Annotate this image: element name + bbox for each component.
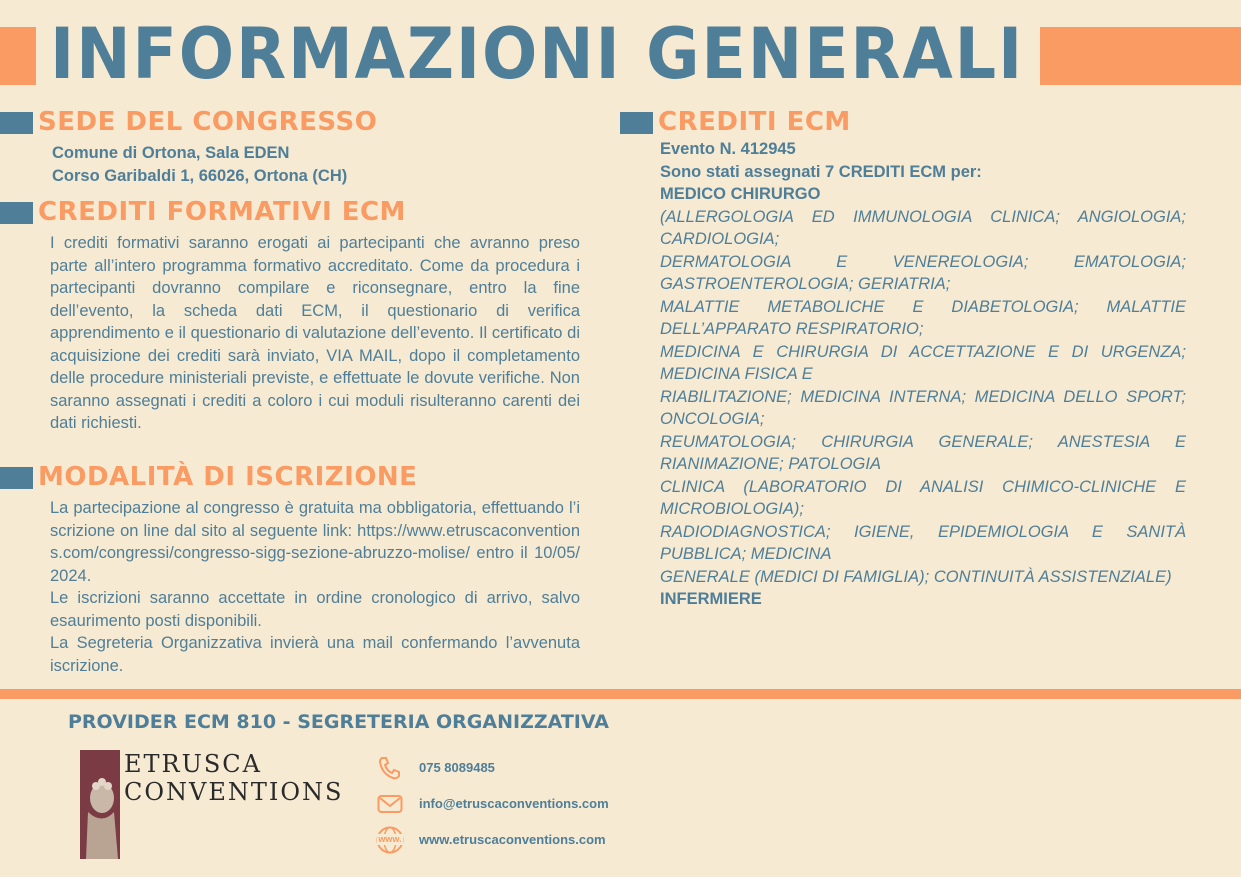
title-left-bar — [0, 27, 36, 85]
modalita-heading: MODALITÀ DI ISCRIZIONE — [38, 462, 418, 492]
modalita-p2: Le iscrizioni saranno accettate in ordine cronologico di arrivo, salvo esaurimento posti disponibili. — [50, 589, 580, 630]
disciplina-5: RIABILITAZIONE; MEDICINA INTERNA; MEDICINA DELLO SPORT; ONCOLOGIA; — [660, 387, 1186, 428]
sede-heading: SEDE DEL CONGRESSO — [38, 107, 378, 137]
page-title: INFORMAZIONI GENERALI — [50, 13, 1025, 95]
globe-icon — [376, 826, 404, 854]
disciplina-7: CLINICA (LABORATORIO DI ANALISI CHIMICO-CLINICHE E MICROBIOLOGIA); — [660, 477, 1186, 518]
footer-divider — [0, 689, 1241, 699]
disciplina-1: (ALLERGOLOGIA ED IMMUNOLOGIA CLINICA; ANGIOLOGIA; CARDIOLOGIA; — [660, 207, 1186, 248]
disciplina-6: REUMATOLOGIA; CHIRURGIA GENERALE; ANESTESIA E RIANIMAZIONE; PATOLOGIA — [660, 432, 1186, 473]
phone-icon — [378, 756, 400, 780]
email-address[interactable]: info@etruscaconventions.com — [419, 796, 609, 811]
crediti-formativi-marker — [0, 202, 33, 224]
crediti-ecm-body — [660, 138, 1186, 611]
sede-line1: Comune di Ortona, Sala EDEN — [52, 144, 290, 162]
crediti-formativi-text: I crediti formativi saranno erogati ai partecipanti che avranno preso parte all’intero programma formativo accreditato. Come da procedura i partecipanti dovranno compilare e riconsegnare, entro la fine dell’evento, la scheda dati ECM, il questionario di verifica apprendimento e il questionario di valutazione dell’evento. Il certificato di acquisizione dei crediti sarà inviato, VIA MAIL, dopo il completamento delle procedure ministeriali previste, e effettuate le dovute verifiche. Non saranno assegnati i crediti a coloro i cui moduli risulteranno carenti dei dati richiesti. — [50, 234, 580, 432]
modalita-marker — [0, 467, 33, 489]
logo-line2: CONVENTIONS — [124, 778, 344, 806]
logo-line1: ETRUSCA — [124, 750, 262, 778]
phone-number[interactable]: 075 8089485 — [419, 760, 495, 775]
email-icon — [377, 793, 403, 815]
crediti-ecm-heading: CREDITI ECM — [658, 107, 851, 137]
crediti-ecm-marker — [620, 112, 653, 134]
disciplina-9: GENERALE (MEDICI DI FAMIGLIA); CONTINUITÀ ASSISTENZIALE) — [660, 567, 1172, 586]
modalita-p1: La partecipazione al congresso è gratuita ma obbligatoria, effettuando l’iscrizione on line dal sito al seguente link: https://www.etruscaconventions.com/congressi/congresso-sigg-sezione-abruzzo-molise/ entro il 10/05/2024. — [50, 499, 580, 585]
sede-marker — [0, 112, 33, 134]
modalita-p3: La Segreteria Organizzativa invierà una mail confermando l’avvenuta iscrizione. — [50, 634, 580, 675]
disciplina-4: MEDICINA E CHIRURGIA DI ACCETTAZIONE E DI URGENZA; MEDICINA FISICA E — [660, 342, 1186, 383]
crediti-assegnati: Sono stati assegnati 7 CREDITI ECM per: — [660, 162, 982, 181]
website-url[interactable]: www.etruscaconventions.com — [419, 832, 606, 847]
title-right-bar — [1040, 27, 1241, 85]
disciplina-8: RADIODIAGNOSTICA; IGIENE, EPIDEMIOLOGIA E SANITÀ PUBBLICA; MEDICINA — [660, 522, 1186, 563]
www-badge: www. — [378, 834, 402, 844]
evento-number: Evento N. 412945 — [660, 140, 796, 158]
provider-heading: PROVIDER ECM 810 - SEGRETERIA ORGANIZZATIVA — [68, 711, 609, 733]
crediti-formativi-heading: CREDITI FORMATIVI ECM — [38, 197, 406, 227]
sede-line2: Corso Garibaldi 1, 66026, Ortona (CH) — [52, 167, 348, 185]
logo-statue-icon — [80, 750, 120, 859]
modalita-body — [50, 497, 580, 677]
etrusca-logo — [80, 750, 360, 860]
medico-chirurgo: MEDICO CHIRURGO — [660, 185, 821, 203]
infermiere: INFERMIERE — [660, 590, 762, 608]
disciplina-3: MALATTIE METABOLICHE E DIABETOLOGIA; MALATTIE DELL’APPARATO RESPIRATORIO; — [660, 297, 1186, 338]
disciplina-2: DERMATOLOGIA E VENEREOLOGIA; EMATOLOGIA; GASTROENTEROLOGIA; GERIATRIA; — [660, 252, 1186, 293]
